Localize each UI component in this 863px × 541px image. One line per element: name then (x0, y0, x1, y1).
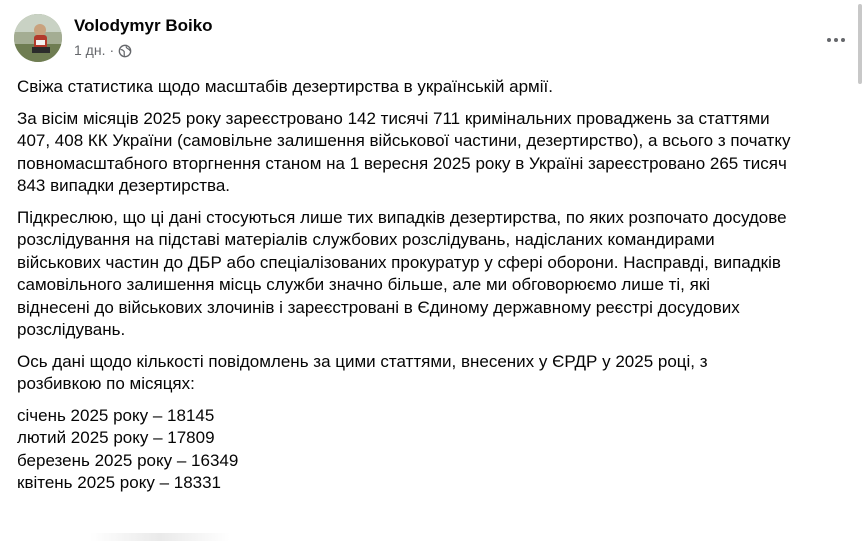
post-paragraph: Свіжа статистика щодо масштабів дезертирства в українській армії. (17, 77, 553, 96)
globe-icon[interactable] (118, 44, 132, 58)
post-paragraph: Підкреслюю, що ці дані стосуються лише тих випадків дезертирства, по яких розпочато досудове розслідування на підставі матеріалів службових розслідувань, надісланих командирами військових частин до ДБР або спеціалізованих прокуратур у сфері оборони. Насправді, випадків самовільного залишення місць служби значно більше, але ми обговорюємо лише ті, які віднесені до військових злочинів і зареєстровані в Єдиному державному реєстрі досудових розслідувань. (17, 207, 787, 339)
post-paragraph: Ось дані щодо кількості повідомлень за цими статтями, внесених у ЄРДР у 2025 році, з розбивкою по місяцях: (17, 351, 708, 393)
month-item: березень 2025 року – 16349 (17, 450, 239, 470)
post-paragraph: За вісім місяців 2025 року зареєстровано 142 тисячі 711 кримінальних проваджень за статтями 407, 408 КК України (самовільне залишення військової частини, дезертирство), а всього з початку повномасштабного вторгнення станом на 1 вересня 2025 року в Україні зареєстровано 265 тисяч 843 випадки дезертирства. (17, 108, 791, 195)
post-time[interactable]: 1 дн. (74, 42, 106, 58)
month-item: січень 2025 року – 18145 (17, 405, 215, 425)
scrollbar[interactable] (858, 4, 862, 84)
post-meta (74, 42, 132, 58)
month-item: квітень 2025 року – 18331 (17, 473, 222, 492)
more-horizontal-icon (827, 38, 845, 42)
avatar[interactable] (14, 14, 62, 62)
more-options-button[interactable] (818, 22, 854, 58)
month-list (17, 405, 859, 495)
truncated-content-fade (90, 533, 230, 541)
author-name[interactable]: Volodymyr Boiko (74, 16, 213, 35)
meta-separator: · (109, 42, 115, 58)
month-item: лютий 2025 року – 17809 (17, 428, 215, 447)
post-body (17, 76, 859, 495)
